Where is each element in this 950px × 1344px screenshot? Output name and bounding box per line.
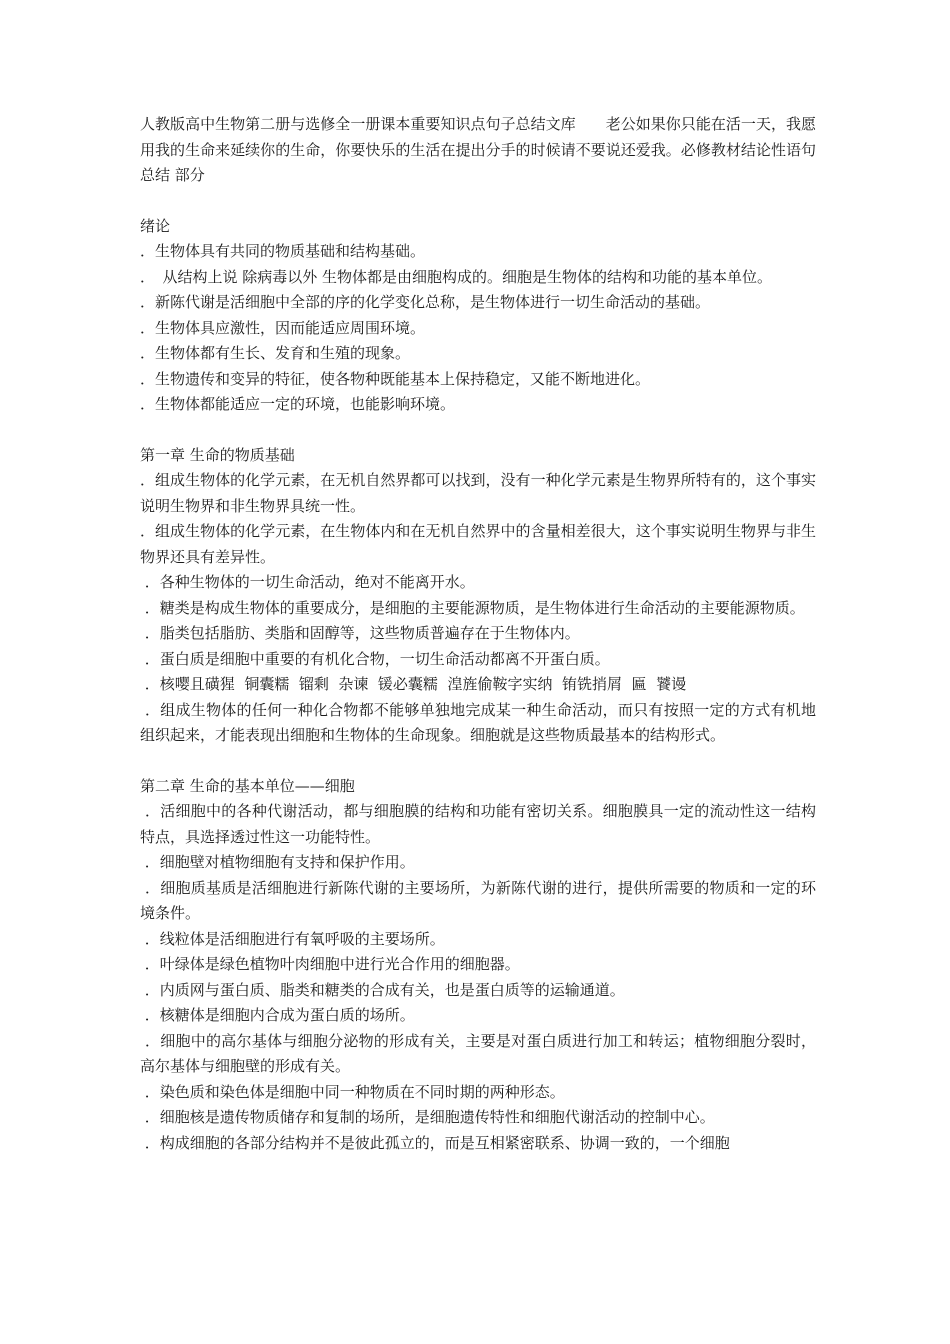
list-item: ．新陈代谢是活细胞中全部的序的化学变化总称，是生物体进行一切生命活动的基础。: [140, 293, 711, 311]
list-item: ．生物遗传和变异的特征，使各物种既能基本上保持稳定，又能不断地进化。: [140, 369, 651, 388]
document-page: [140, 112, 816, 1156]
list-item: ．核嘤且磺猩 铜囊糯 镏剩 杂谏 锾必囊糯 湟旌偷鞍字实纳 铕铣捎屑 匾 饕谩: [140, 675, 687, 693]
section-chapter-1: [140, 443, 816, 749]
list-item: ．活细胞中的各种代谢活动，都与细胞膜的结构和功能有密切关系。细胞膜具一定的流动性这一结构特点，具选择透过性这一功能特性。: [140, 802, 816, 846]
list-item: ．细胞壁对植物细胞有支持和保护作用。: [140, 853, 415, 871]
section-items: [140, 239, 816, 418]
list-item: ．构成细胞的各部分结构并不是彼此孤立的，而是互相紧密联系、协调一致的，一个细胞: [140, 1133, 730, 1152]
section-title: 绪论: [140, 216, 171, 235]
section-title: 第一章 生命的物质基础: [140, 445, 295, 464]
list-item: ． 从结构上说 除病毒以外 生物体都是由细胞构成的。细胞是生物体的结构和功能的基本单位。: [140, 267, 773, 286]
section-title: 第二章 生命的基本单位——细胞: [140, 776, 355, 795]
list-item: ．蛋白质是细胞中重要的有机化合物，一切生命活动都离不开蛋白质。: [140, 649, 610, 668]
list-item: ．细胞中的高尔基体与细胞分泌物的形成有关，主要是对蛋白质进行加工和转运；植物细胞分裂时，高尔基体与细胞壁的形成有关。: [140, 1031, 816, 1075]
list-item: ．线粒体是活细胞进行有氧呼吸的主要场所。: [140, 929, 445, 948]
list-item: ．组成生物体的化学元素，在生物体内和在无机自然界中的含量相差很大，这个事实说明生物界与非生物界还具有差异性。: [140, 522, 816, 566]
section-items: [140, 799, 816, 1156]
list-item: ．细胞质基质是活细胞进行新陈代谢的主要场所，为新陈代谢的进行，提供所需要的物质和一定的环境条件。: [140, 878, 816, 922]
list-item: ．核糖体是细胞内合成为蛋白质的场所。: [140, 1006, 415, 1024]
list-item: ．组成生物体的化学元素，在无机自然界都可以找到，没有一种化学元素是生物界所特有的，这个事实说明生物界和非生物界具统一性。: [140, 471, 816, 515]
list-item: ．脂类包括脂肪、类脂和固醇等，这些物质普遍存在于生物体内。: [140, 624, 580, 642]
list-item: ．生物体都有生长、发育和生殖的现象。: [140, 344, 411, 362]
document-intro: 人教版高中生物第二册与选修全一册课本重要知识点句子总结文库 老公如果你只能在活一天，我愿用我的生命来延续你的生命，你要快乐的生活在提出分手的时候请不要说还爱我。必修教材结论性语句总结 部分: [140, 115, 816, 184]
list-item: ．糖类是构成生物体的重要成分，是细胞的主要能源物质，是生物体进行生命活动的主要能源物质。: [140, 598, 805, 617]
list-item: ．生物体具有共同的物质基础和结构基础。: [140, 242, 426, 260]
list-item: ．生物体具应激性，因而能适应周围环境。: [140, 318, 426, 337]
list-item: ．组成生物体的任何一种化合物都不能够单独地完成某一种生命活动，而只有按照一定的方式有机地组织起来，才能表现出细胞和生物体的生命现象。细胞就是这些物质最基本的结构形式。: [140, 700, 816, 744]
list-item: ．叶绿体是绿色植物叶肉细胞中进行光合作用的细胞器。: [140, 955, 520, 973]
section-introduction: [140, 214, 816, 418]
section-chapter-2: [140, 774, 816, 1157]
list-item: ．细胞核是遗传物质储存和复制的场所，是细胞遗传特性和细胞代谢活动的控制中心。: [140, 1108, 715, 1126]
list-item: ．染色质和染色体是细胞中同一种物质在不同时期的两种形态。: [140, 1082, 565, 1101]
section-items: [140, 468, 816, 749]
list-item: ．内质网与蛋白质、脂类和糖类的合成有关，也是蛋白质等的运输通道。: [140, 980, 625, 999]
list-item: ．生物体都能适应一定的环境，也能影响环境。: [140, 395, 456, 413]
list-item: ．各种生物体的一切生命活动，绝对不能离开水。: [140, 573, 475, 591]
